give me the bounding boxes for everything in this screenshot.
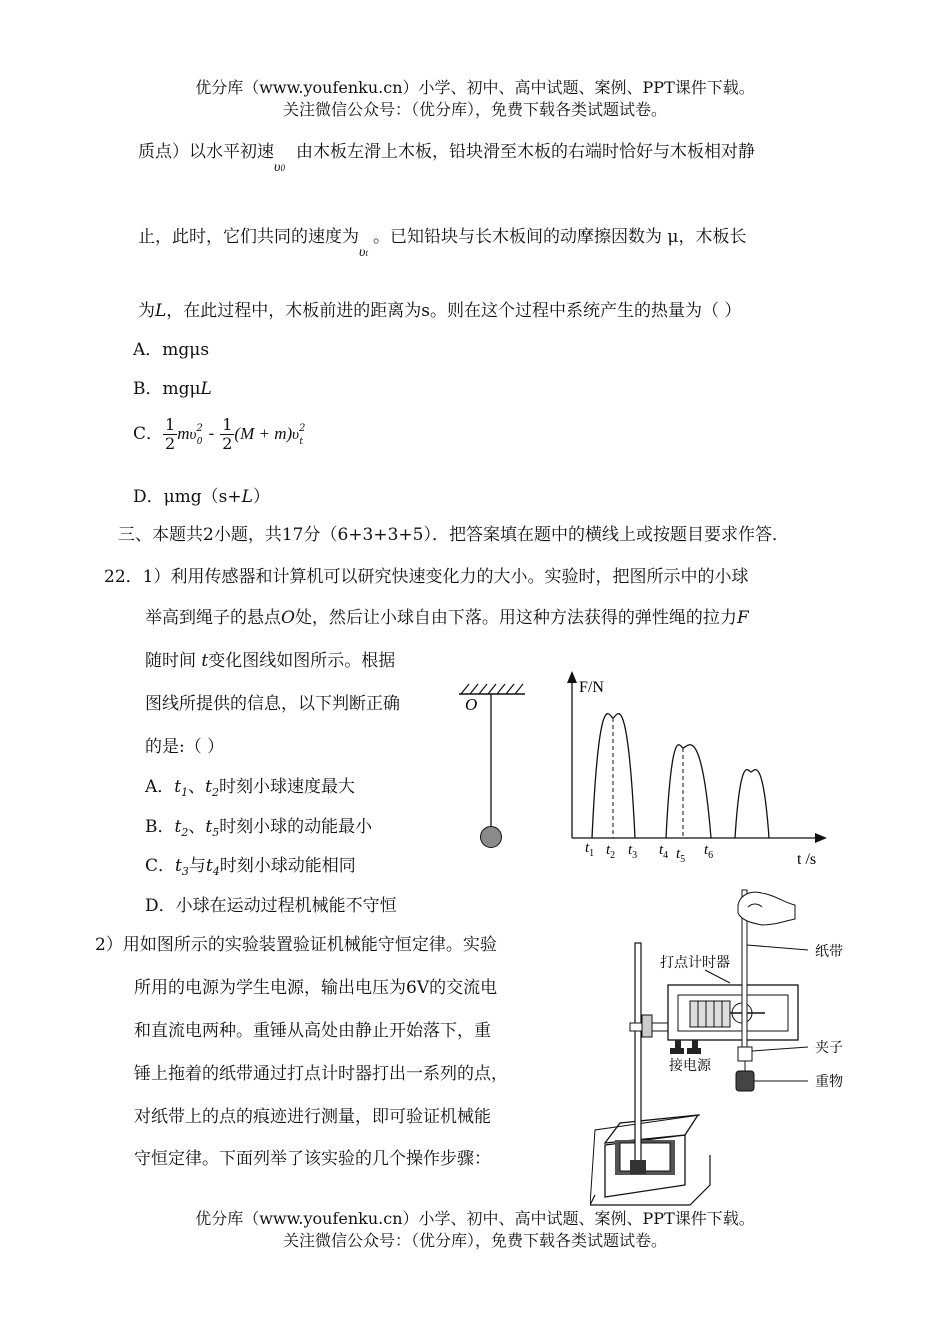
q21-line-1	[138, 137, 755, 175]
clamp-screw	[642, 1015, 652, 1037]
header-line-2: 关注微信公众号：（优分库），免费下载各类试题试卷。	[282, 100, 667, 119]
q22-oa-s1: 1	[181, 786, 189, 799]
q22-line-3-a: 随时间	[145, 651, 196, 671]
q22-oc-s2: 4	[212, 865, 220, 878]
q22-option-a	[145, 772, 355, 797]
power-terminals	[670, 1040, 701, 1054]
q21-option-b-L: L	[200, 379, 212, 399]
q22-line-3-b: 变化图线如图所示。根据	[208, 651, 396, 671]
q21-option-b-a: B．mgμ	[133, 379, 201, 399]
q21-line-3-b: ，在此过程中，木板前进的距离为s。则在这个过程中系统产生的热量为（ ）	[166, 301, 742, 321]
optc-sub: 0	[196, 437, 203, 447]
tick-label-t2: $t_2$	[606, 842, 616, 861]
y-axis-arrow	[567, 671, 577, 683]
force-pulse-2	[666, 745, 711, 838]
q21-line-1-a: 质点）以水平初速	[138, 142, 274, 162]
q22-oc-s1: 3	[181, 865, 189, 878]
v0-v: υ	[274, 160, 281, 175]
q22-oc-t2: t	[205, 856, 213, 876]
q22-line-5: 的是:（ ）	[145, 737, 225, 757]
q22-line-2-a: 举高到绳子的悬点	[145, 608, 281, 628]
section-3-heading: 三、本题共2小题，共17分（6+3+3+5）．把答案填在题中的横线上或按题目要求作答．	[118, 525, 789, 545]
hand	[738, 892, 795, 925]
q22-ob-s2: 5	[212, 826, 220, 839]
q21-line-3	[138, 296, 741, 321]
q22-ob-t2: t	[205, 817, 213, 837]
x-axis-label: t /s	[797, 851, 817, 868]
q22-oa-label: A．	[145, 777, 175, 797]
q22-O: O	[281, 608, 295, 628]
x-axis-arrow	[815, 833, 827, 843]
v0-symbol	[274, 160, 296, 176]
footer-line-2: 关注微信公众号：（优分库），免费下载各类试题试卷。	[282, 1231, 667, 1250]
ball	[481, 827, 502, 848]
apparatus-figure	[590, 885, 860, 1215]
frac-half-1	[163, 416, 177, 453]
frac-half-2	[220, 416, 234, 453]
q21-option-a: A．mgμs	[133, 340, 210, 360]
header-line-1: 优分库（www.youfenku.cn）小学、初中、高中试题、案例、PPT课件下载。	[195, 78, 755, 97]
frac-2-num: 1	[222, 415, 233, 434]
q22-ob-s1: 2	[181, 826, 189, 839]
frac-1-den: 2	[165, 434, 176, 453]
timer-label: 打点计时器	[660, 956, 730, 971]
q21-option-c-label: C．	[133, 424, 164, 444]
q22-ob-label: B．	[145, 817, 175, 837]
weight-label: 重物	[815, 1075, 843, 1090]
q22-ob-b: 时刻小球的动能最小	[219, 817, 373, 837]
vt-v: υ	[359, 245, 366, 260]
q22-oa-t1: t	[174, 777, 182, 797]
q21-option-b	[133, 374, 212, 399]
q22-line-2	[145, 603, 749, 628]
q22-line-2-b: 处，然后让小球自由下落。用这种方法获得的弹性绳的拉力	[294, 608, 737, 628]
q21-option-d	[133, 482, 270, 507]
pivot-label: O	[465, 695, 478, 714]
optc-sup2: 2	[299, 423, 306, 434]
q22-2-line-2: 所用的电源为学生电源，输出电压为6V的交流电	[134, 978, 498, 998]
q22-line-4: 图线所提供的信息，以下判断正确	[145, 694, 400, 714]
optc-paren: (M + m)	[234, 424, 293, 443]
q21-L: L	[155, 301, 167, 321]
pendulum-figure	[455, 680, 535, 855]
clip-pointer	[752, 1047, 808, 1051]
q22-2-line-1: 2）用如图所示的实验装置验证机械能守恒定律。实验	[95, 935, 497, 955]
q22-t: t	[201, 651, 209, 671]
q21-line-1-b: 由木板左滑上木板，铅块滑至木板的右端时恰好与木板相对静	[296, 142, 755, 162]
q21-line-2-b: 。已知铅块与长木板间的动摩擦因数为 μ，木板长	[373, 227, 747, 247]
q21-option-d-b: ）	[252, 487, 270, 507]
clip	[738, 1047, 752, 1061]
timer-coil	[690, 1001, 730, 1027]
q22-oa-s2: 2	[211, 786, 219, 799]
tick-label-t4: $t_4$	[659, 842, 669, 861]
q21-option-d-a: D．μmg（s+	[133, 487, 242, 507]
tape-pointer	[747, 945, 808, 950]
optc-m: m	[177, 424, 190, 443]
q22-oa-mid: 、	[188, 777, 206, 797]
q22-2-line-5: 对纸带上的点的痕迹进行测量，即可验证机械能	[134, 1107, 491, 1127]
tick-label-t6: $t_6$	[704, 842, 714, 861]
q22-oa-t2: t	[205, 777, 212, 797]
tick-label-t5: $t_5$	[676, 846, 686, 865]
vt-symbol	[359, 245, 373, 261]
power-label: 接电源	[669, 1059, 711, 1074]
q22-2-line-6: 守恒定律。下面列举了该实验的几个操作步骤：	[134, 1149, 491, 1169]
q22-ob-t1: t	[174, 817, 182, 837]
q21-line-2-a: 止，此时，它们共同的速度为	[138, 227, 359, 247]
q22-F: F	[736, 608, 749, 628]
optc-v2: υ	[292, 427, 300, 443]
q22-oc-mid: 与	[188, 856, 206, 876]
optc-v: υ	[189, 427, 197, 443]
force-time-chart	[555, 668, 840, 874]
q22-option-b	[145, 812, 372, 837]
optc-minus: -	[208, 424, 215, 444]
q22-oc-t1: t	[175, 856, 182, 876]
q21-option-d-L: L	[241, 487, 253, 507]
q22-line-1: 22．1）利用传感器和计算机可以研究快速变化力的大小。实验时，把图所示中的小球	[104, 567, 749, 587]
force-pulse-3	[735, 770, 769, 838]
footer-line-1: 优分库（www.youfenku.cn）小学、初中、高中试题、案例、PPT课件下载。	[195, 1209, 755, 1228]
q21-line-3-a: 为	[138, 301, 155, 321]
tick-label-t3: $t_3$	[628, 842, 638, 861]
stand-rod	[635, 943, 641, 1161]
timer-pointer	[705, 970, 730, 983]
q22-option-d: D．小球在运动过程机械能不守恒	[145, 896, 397, 916]
q22-line-3	[145, 646, 395, 671]
clip-label: 夹子	[815, 1041, 843, 1056]
optc-sup: 2	[196, 423, 203, 434]
q22-oc-label: C．	[145, 856, 176, 876]
frac-1-num: 1	[165, 415, 176, 434]
q21-line-2	[138, 222, 747, 260]
frac-2-den: 2	[222, 434, 233, 453]
rod-foot	[630, 1160, 646, 1174]
q22-2-line-3: 和直流电两种。重锤从高处由静止开始落下，重	[134, 1021, 491, 1041]
vt-sub: t	[365, 248, 368, 258]
v0-sub: 0	[280, 163, 285, 173]
q22-oa-b: 时刻小球速度最大	[218, 777, 355, 797]
q22-ob-mid: 、	[188, 817, 206, 837]
tape-label: 纸带	[815, 945, 843, 960]
weight	[736, 1071, 754, 1091]
tick-label-t1: $t_1$	[585, 840, 595, 859]
ceiling-hatch	[461, 684, 523, 694]
q22-oc-b: 时刻小球动能相同	[219, 856, 356, 876]
q22-2-line-4: 锤上拖着的纸带通过打点计时器打出一系列的点，	[134, 1064, 508, 1084]
optc-sub2: t	[299, 437, 304, 447]
q22-option-c	[145, 851, 356, 876]
q21-option-c	[133, 415, 306, 453]
y-axis-label: F/N	[579, 679, 604, 696]
